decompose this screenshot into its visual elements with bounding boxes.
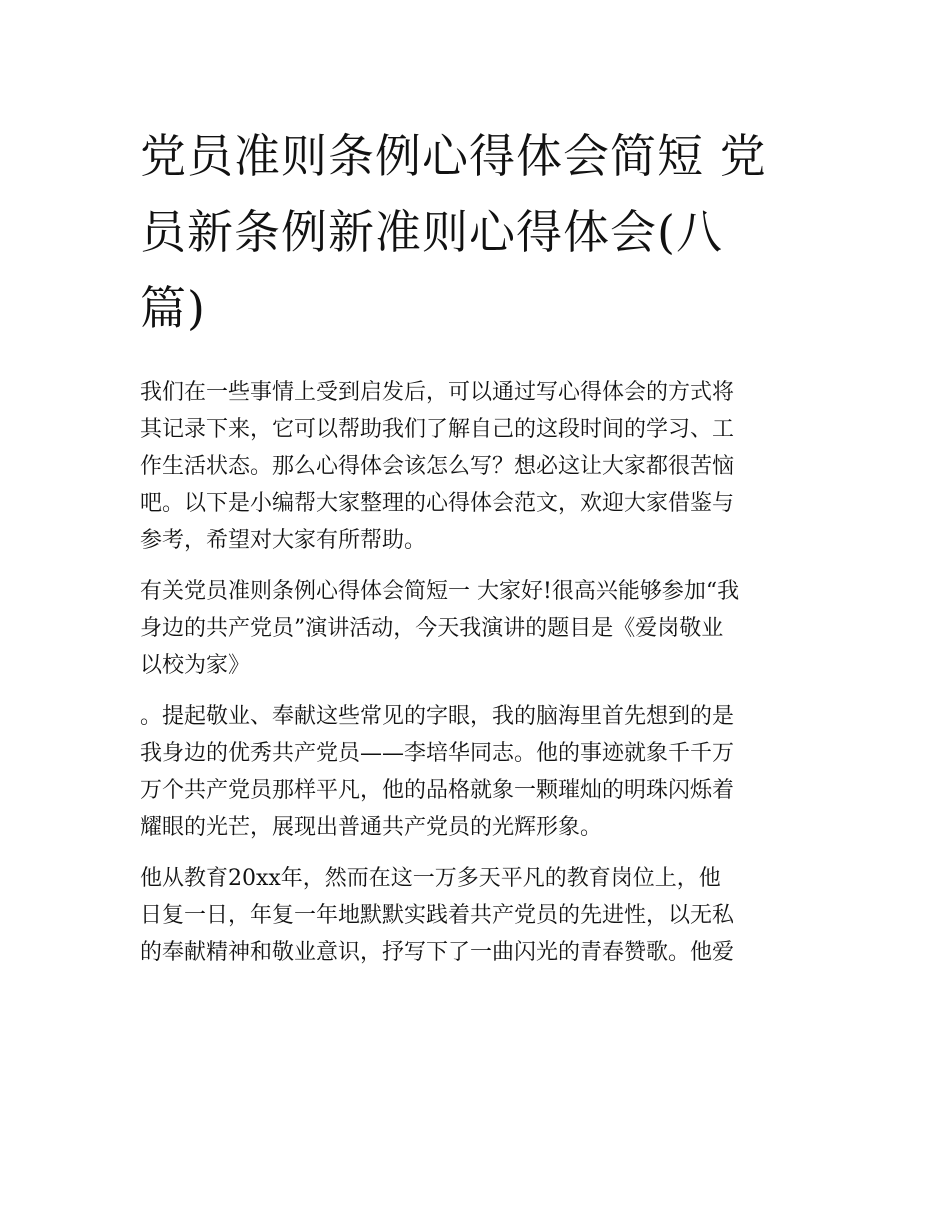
paragraph-line: 以校为家》 [140, 653, 251, 678]
body-paragraph [140, 698, 815, 846]
paragraph-line: 作生活状态。那么心得体会该怎么写？想必这让大家都很苦恼 [140, 454, 735, 479]
paragraph-line: 其记录下来，它可以帮助我们了解自己的这段时间的学习、工 [140, 417, 735, 442]
document-page [140, 118, 815, 971]
paragraph-line: 耀眼的光芒，展现出普通共产党员的光辉形象。 [140, 815, 603, 840]
document-title [140, 118, 815, 346]
paragraph-line: 参考，希望对大家有所帮助。 [140, 528, 427, 553]
paragraph-line: 日复一日，年复一年地默默实践着共产党员的先进性，以无私 [140, 903, 735, 928]
paragraph-line: 我们在一些事情上受到启发后，可以通过写心得体会的方式将 [140, 380, 735, 405]
paragraph-line: 有关党员准则条例心得体会简短一 大家好!很高兴能够参加“我 [140, 579, 740, 604]
paragraph-line: 身边的共产党员”演讲活动，今天我演讲的题目是《爱岗敬业 [140, 616, 724, 641]
section-one-paragraph [140, 573, 815, 684]
intro-paragraph [140, 374, 815, 559]
title-line: 篇) [140, 281, 206, 335]
paragraph-line: 的奉献精神和敬业意识，抒写下了一曲闪光的青春赞歌。他爱 [140, 940, 735, 965]
paragraph-line: 吧。以下是小编帮大家整理的心得体会范文，欢迎大家借鉴与 [140, 491, 735, 516]
paragraph-line: 他从教育20xx年，然而在这一万多天平凡的教育岗位上，他 [140, 866, 721, 891]
body-paragraph [140, 860, 815, 971]
paragraph-line: 。提起敬业、奉献这些常见的字眼，我的脑海里首先想到的是 [140, 704, 735, 729]
title-line: 员新条例新准则心得体会(八 [140, 205, 723, 259]
title-line: 党员准则条例心得体会简短 党 [140, 129, 767, 183]
paragraph-line: 我身边的优秀共产党员——李培华同志。他的事迹就象千千万 [140, 741, 735, 766]
paragraph-line: 万个共产党员那样平凡，他的品格就象一颗璀灿的明珠闪烁着 [140, 778, 735, 803]
